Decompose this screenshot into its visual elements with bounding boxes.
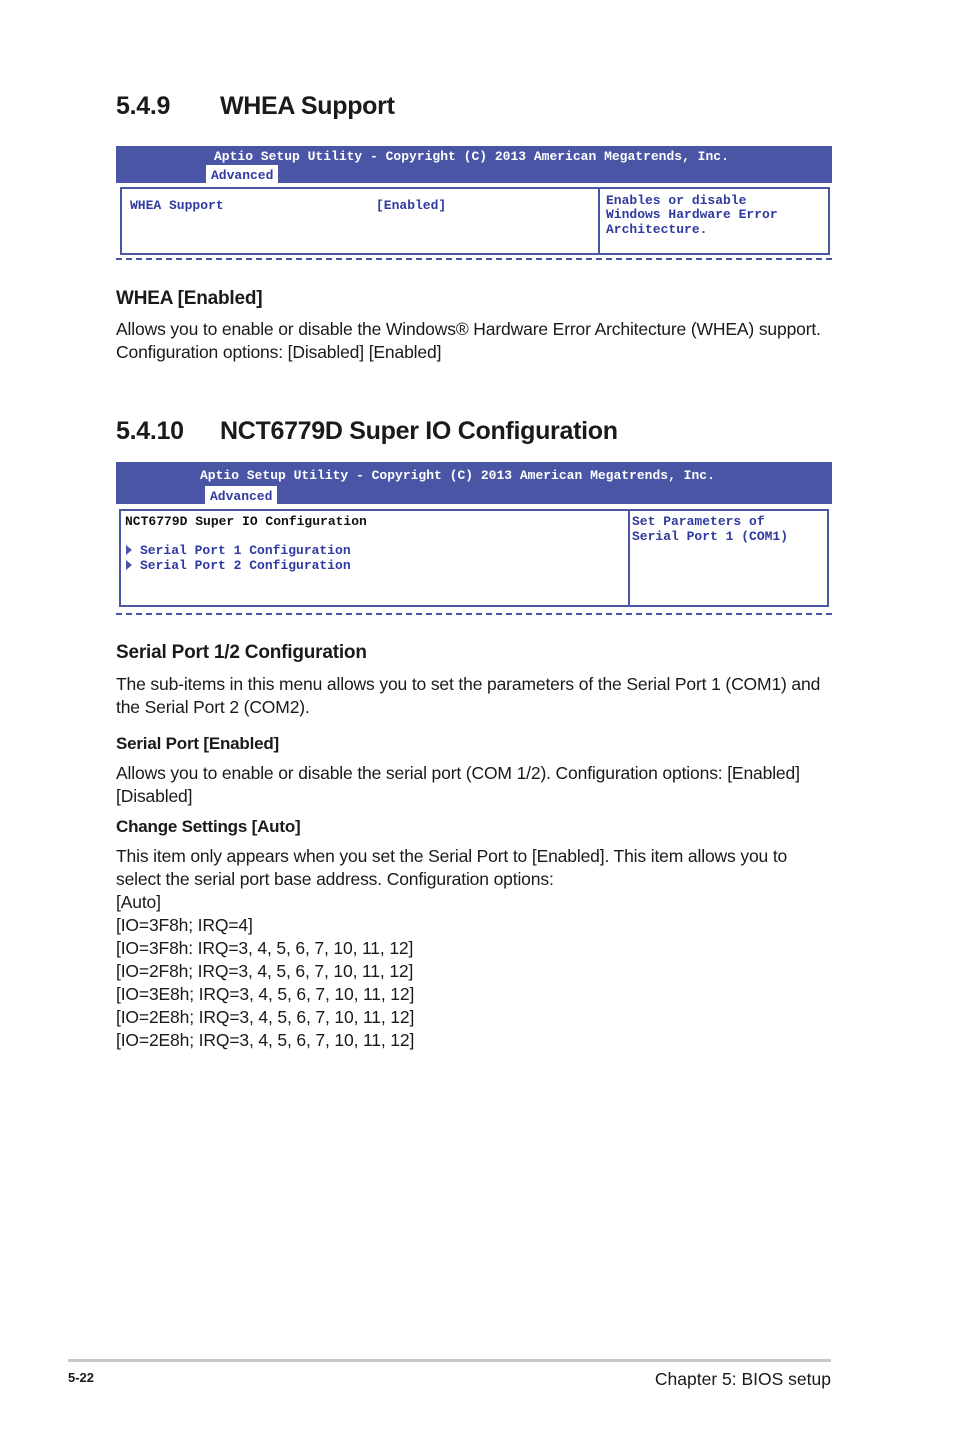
section-number: 5.4.9 bbox=[116, 92, 171, 120]
footer-divider bbox=[68, 1359, 831, 1362]
change-settings-line: This item only appears when you set the Serial Port to [Enabled]. This item allows you to bbox=[116, 846, 788, 866]
section-title: NCT6779D Super IO Configuration bbox=[220, 417, 618, 445]
bios-bottom-dashes bbox=[116, 258, 832, 260]
bios-submenu-item[interactable] bbox=[126, 543, 351, 558]
section-title: WHEA Support bbox=[220, 92, 395, 120]
config-option: [IO=3E8h; IRQ=3, 4, 5, 6, 7, 10, 11, 12] bbox=[116, 984, 415, 1004]
bios-bottom-dashes bbox=[116, 613, 832, 615]
submenu-arrow-icon bbox=[126, 560, 132, 570]
config-option: [IO=2E8h; IRQ=3, 4, 5, 6, 7, 10, 11, 12] bbox=[116, 1007, 415, 1027]
change-settings-description bbox=[116, 845, 876, 1052]
tab-advanced[interactable]: Advanced bbox=[205, 486, 277, 504]
bios-item-value[interactable]: [Enabled] bbox=[376, 198, 447, 213]
bios-help-line: Serial Port 1 (COM1) bbox=[632, 529, 789, 544]
page-number: 5-22 bbox=[68, 1370, 95, 1385]
serial-text-line: The sub-items in this menu allows you to set the parameters of the Serial Port 1 (COM1) and bbox=[116, 674, 821, 694]
submenu-label-serial-port-1: Serial Port 1 Configuration bbox=[140, 543, 351, 558]
submenu-label-serial-port-2: Serial Port 2 Configuration bbox=[140, 558, 351, 573]
section-heading-whea bbox=[116, 92, 395, 121]
section-heading-superio bbox=[116, 417, 618, 446]
subheading-whea-enabled: WHEA [Enabled] bbox=[116, 288, 263, 309]
config-option: [IO=2E8h; IRQ=3, 4, 5, 6, 7, 10, 11, 12] bbox=[116, 1030, 415, 1050]
whea-description bbox=[116, 318, 876, 364]
tab-advanced[interactable]: Advanced bbox=[206, 165, 278, 183]
whea-text-line: Configuration options: [Disabled] [Enabled] bbox=[116, 342, 442, 362]
chapter-label: Chapter 5: BIOS setup bbox=[654, 1369, 831, 1389]
bios-item-whea-support[interactable]: WHEA Support bbox=[130, 198, 224, 213]
config-option: [Auto] bbox=[116, 892, 161, 912]
subheading-serial-port-enabled: Serial Port [Enabled] bbox=[116, 734, 280, 753]
bios-title: Aptio Setup Utility - Copyright (C) 2013 American Megatrends, Inc. bbox=[200, 468, 715, 483]
serial-enabled-line: Allows you to enable or disable the serial port (COM 1/2). Configuration options: [Enabled] bbox=[116, 763, 800, 783]
config-option: [IO=3F8h; IRQ=4] bbox=[116, 915, 253, 935]
serial-enabled-description bbox=[116, 762, 876, 808]
section-number: 5.4.10 bbox=[116, 417, 184, 445]
config-option: [IO=3F8h: IRQ=3, 4, 5, 6, 7, 10, 11, 12] bbox=[116, 938, 414, 958]
subheading-change-settings: Change Settings [Auto] bbox=[116, 817, 301, 836]
whea-text-line: Allows you to enable or disable the Windows® Hardware Error Architecture (WHEA) support. bbox=[116, 319, 821, 339]
subheading-serial-port-config: Serial Port 1/2 Configuration bbox=[116, 642, 367, 663]
submenu-arrow-icon bbox=[126, 545, 132, 555]
serial-enabled-line: [Disabled] bbox=[116, 786, 193, 806]
serial-description bbox=[116, 673, 876, 719]
bios-title: Aptio Setup Utility - Copyright (C) 2013 American Megatrends, Inc. bbox=[214, 149, 729, 164]
bios-panel-divider bbox=[628, 509, 630, 607]
bios-screen-superio bbox=[116, 462, 832, 618]
config-option: [IO=2F8h; IRQ=3, 4, 5, 6, 7, 10, 11, 12] bbox=[116, 961, 414, 981]
bios-help-line: Windows Hardware Error bbox=[606, 207, 778, 222]
bios-help-line: Enables or disable bbox=[606, 193, 747, 208]
bios-submenu-item[interactable] bbox=[126, 558, 351, 573]
bios-panel-divider bbox=[598, 187, 600, 255]
change-settings-line: select the serial port base address. Configuration options: bbox=[116, 869, 554, 889]
serial-text-line: the Serial Port 2 (COM2). bbox=[116, 697, 310, 717]
bios-menu-header: NCT6779D Super IO Configuration bbox=[125, 514, 367, 529]
bios-help-line: Set Parameters of bbox=[632, 514, 765, 529]
bios-help-line: Architecture. bbox=[606, 222, 708, 237]
bios-screen-whea bbox=[116, 146, 832, 262]
